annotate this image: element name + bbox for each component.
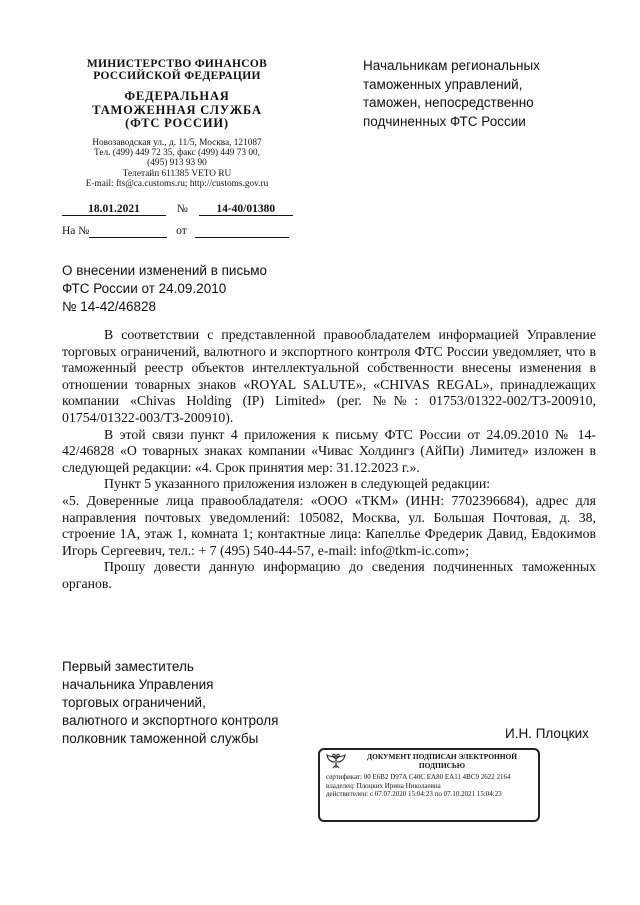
stamp-title-line2: ПОДПИСЬЮ — [418, 761, 466, 770]
signature-block — [62, 658, 322, 748]
addressee — [363, 57, 603, 131]
paragraph-3-intro: Пункт 5 указанного приложения изложен в следующей редакции: — [104, 476, 491, 492]
subject-line3: № 14-42/46828 — [62, 299, 157, 314]
paragraph-2: В этой связи пункт 4 приложения к письму ФТС России от 24.09.2010 № 14-42/46828 «О товарных знаках компании «Чивас Холдингз (АйПи) Лимитед» изложен в следующей редакции: «4. Срок принятия мер: 31.12.2023 г.». — [62, 426, 596, 475]
address-line5: E-mail: fts@ca.customs.ru; http://customs.gov.ru — [85, 179, 269, 190]
stamp-certificate: сертификат: 00 E6B2 D97A C40C EA80 EA11 4BC9 2622 2164 — [326, 773, 511, 781]
stamp-title — [352, 753, 532, 770]
address-line2: Тел. (499) 449 72 35, факс (499) 449 73 00, — [94, 147, 260, 158]
subject-line1: О внесении изменений в письмо — [62, 263, 268, 278]
signature-line1: Первый заместитель — [62, 659, 194, 674]
paragraph-4: Прошу довести данную информацию до сведения подчиненных таможенных органов. — [62, 559, 596, 591]
address-line1: Новозаводская ул., д. 11/5, Москва, 121087 — [92, 137, 262, 148]
address-line3: (495) 913 93 90 — [147, 158, 207, 169]
service-name-line3: (ФТС РОССИИ) — [125, 116, 229, 130]
signature-line5: полковник таможенной службы — [62, 731, 259, 746]
service-name-line1: ФЕДЕРАЛЬНАЯ — [124, 89, 230, 103]
registration-number: 14-40/01380 — [199, 203, 293, 216]
letter-body — [62, 327, 596, 593]
paragraph-1: В соответствии с представленной правообладателем информацией Управление торговых ограничений, валютного и экспортного контроля ФТС России уведомляет, что в таможенный реестр объектов интеллектуальной собственности внесены изменения в отношении товарных знаков «ROYAL SALUTE», «CHIVAS REGAL», принадлежащих компании «Chivas Holding (IP) Limited» (рег. №№: 01753/01322-002/ТЗ-200910, 01754/01322-003/ТЗ-200910). — [62, 327, 596, 425]
signer-name: И.Н. Плоцких — [505, 726, 589, 741]
signature-line2: начальника Управления — [62, 677, 214, 692]
stamp-validity: действителен: с 07.07.2020 15:04:23 по 07.10.2021 15:04:23 — [326, 790, 502, 799]
e-signature-stamp — [318, 748, 540, 822]
address-line4: Телетайп 611385 VETO RU — [122, 168, 232, 179]
stamp-owner: владелец: Плоцких Ирина Николаевна — [326, 781, 441, 790]
ministry-name-line1: МИНИСТЕРСТВО ФИНАНСОВ — [86, 58, 268, 70]
registration-line — [62, 203, 293, 216]
subject — [62, 262, 322, 316]
ministry-name-line2: РОССИЙСКОЙ ФЕДЕРАЦИИ — [93, 70, 261, 82]
addressee-line3: таможен, непосредственно — [363, 95, 534, 110]
addressee-line2: таможенных управлений, — [363, 76, 523, 92]
signature-line3: торговых ограничений, — [62, 695, 206, 710]
letterhead — [62, 58, 292, 190]
signature-line4: валютного и экспортного контроля — [62, 713, 279, 728]
number-sign: № — [176, 203, 188, 215]
service-name-line2: ТАМОЖЕННАЯ СЛУЖБА — [92, 102, 262, 117]
paragraph-3-quote: «5. Доверенные лица правообладателя: «ООО «ТКМ» (ИНН: 7702396684), адрес для направления почтовых уведомлений: 105082, Москва, ул. Большая Почтовая, д. 38, строение 1А, этаж 1, комната 1; контактные лица: Капеллье Фредерик Давид, Евдокимов Игорь Сергеевич, тел.: + 7 (495) 540-44-57, e-mail: info@tkm-ic.com»; — [62, 492, 596, 558]
eagle-emblem-icon — [326, 753, 346, 771]
subject-line2: ФТС России от 24.09.2010 — [62, 281, 227, 296]
stamp-title-line1: ДОКУМЕНТ ПОДПИСАН ЭЛЕКТРОННОЙ — [367, 752, 517, 762]
reference-line — [62, 225, 289, 238]
reference-from-label: от — [176, 225, 187, 237]
addressee-line4: подчиненных ФТС России — [363, 113, 526, 129]
addressee-line1: Начальникам региональных — [363, 58, 540, 73]
reference-label: На № — [62, 225, 90, 237]
registration-date: 18.01.2021 — [62, 203, 166, 216]
